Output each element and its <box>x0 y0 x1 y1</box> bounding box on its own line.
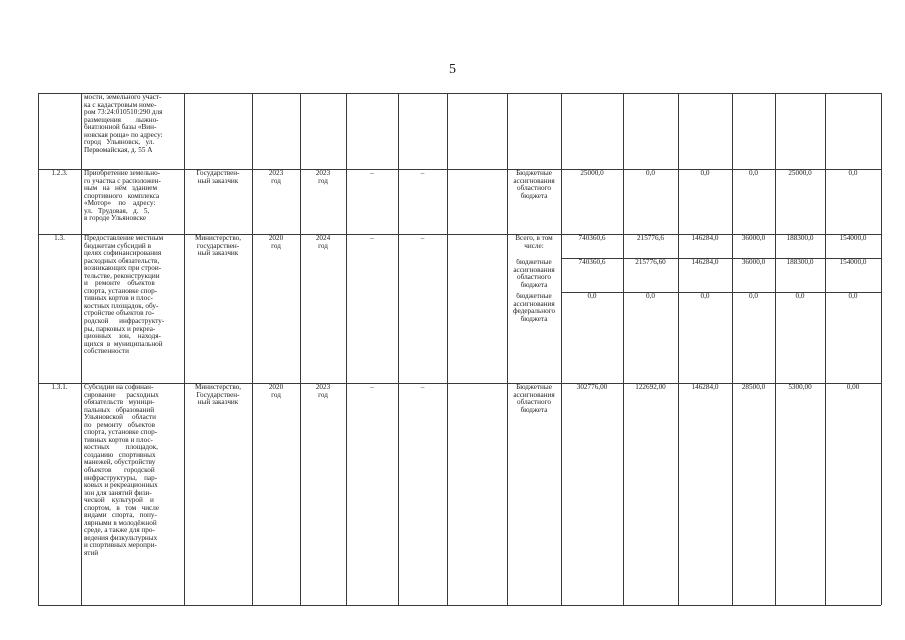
funding-amount: 740360,6 <box>578 235 606 242</box>
funding-amount: 0,0 <box>646 170 655 177</box>
funding-source: Всего, в том числе: <box>515 235 553 250</box>
funding-source: Бюджетные ассигнования областного бюджета <box>513 384 555 414</box>
item-description: Предоставление местным бюджетам субсидий в целях софинансирования расходных обязательств, возникающих при строи- тельстве, реконструкции и ремонте объектов спорта, установке спор- тивных кортов и плос- костных площадок, обу- стройстве объектов го- родской инфраструкту- ры, парковых и рекреа- ционных зон, находя- щихся в муниципальной собственности <box>84 235 165 356</box>
funding-amount: 0,0 <box>795 293 805 300</box>
item-dash: – <box>370 384 374 391</box>
funding-amount: 215776,60 <box>635 259 666 266</box>
funding-amount: 0,00 <box>846 384 860 391</box>
item-executor: Государствен- ный заказчик <box>196 170 240 185</box>
item-description: Приобретение земельно- го участка с расположен- ным на нём зданием спортивного комплекса «Мотор» по адресу: ул. Трудовая, д. 5, в городе Ульяновске <box>84 170 161 223</box>
funding-amount: 0,0 <box>587 293 597 300</box>
funding-amount: 215776,6 <box>637 235 664 242</box>
item-start-year: 2020 год <box>268 235 284 250</box>
funding-amount: 0,0 <box>848 293 858 300</box>
funding-source: Бюджетные ассигнования областного бюджета <box>513 170 555 200</box>
item-description: мости, земельного участ- ка с кадастровым номе- ром 73:24:010510:290 для размещения лыжно- биатлонной базы «Вин- новская роща» по адресу: город Ульяновск, ул. Первомайская, д. 55 А <box>84 94 163 154</box>
funding-amount: 36000,0 <box>741 259 766 266</box>
item-start-year: 2020 год <box>268 384 284 399</box>
funding-amount: 146284,0 <box>691 384 719 391</box>
funding-amount: 36000,0 <box>741 235 766 242</box>
funding-amount: 122692,00 <box>635 384 666 391</box>
page-number: 5 <box>449 62 456 77</box>
funding-amount: 146284,0 <box>691 235 719 242</box>
program-table <box>38 93 881 605</box>
item-description: Субсидии на софинан- сирование расходных обязательств муници- пальных образований Ульяновской области по ремонту объектов спорта, установке спор- тивных кортов и плос- костных площадок, созданию спортивных манежей, обустройству объектов городской инфраструктуры, пар- ковых и рекреационных зон для занятий физи- ческой культурой и спортом, в том числе видами спорта, попу- лярными в молодёжной среде, а также для про- ведения физкультурных и спортивных меропри- ятий <box>84 384 160 558</box>
item-end-year: 2024 год <box>315 235 331 250</box>
item-dash: – <box>370 235 374 242</box>
funding-amount: 0,0 <box>749 293 758 300</box>
item-dash: – <box>420 235 425 242</box>
item-number: 1.3.1. <box>51 384 68 391</box>
item-number: 1.3. <box>54 235 65 242</box>
funding-amount: 188300,0 <box>786 235 814 242</box>
funding-amount: 154000,0 <box>839 235 867 242</box>
funding-amount: 154000,0 <box>839 259 867 266</box>
table-vertical-rule <box>881 93 882 605</box>
funding-amount: 0,0 <box>749 170 758 177</box>
item-dash: – <box>370 170 374 177</box>
funding-amount: 0,0 <box>646 293 655 300</box>
funding-amount: 25000,0 <box>788 170 812 177</box>
funding-amount: 188300,0 <box>786 259 814 266</box>
funding-amount: 740360,6 <box>578 259 606 266</box>
funding-amount: 0,0 <box>700 293 710 300</box>
funding-source: бюджетные ассигнования федерального бюджета <box>512 293 556 323</box>
funding-amount: 0,0 <box>848 170 858 177</box>
item-number: 1.2.3. <box>51 170 68 177</box>
funding-amount: 302776,00 <box>576 384 608 391</box>
funding-amount: 28500,0 <box>741 384 766 391</box>
funding-amount: 146284,0 <box>691 259 719 266</box>
item-dash: – <box>420 384 425 391</box>
funding-source: бюджетные ассигнования областного бюджета <box>513 259 555 289</box>
item-executor: Министерство, государствен- ный заказчик <box>194 235 242 258</box>
item-start-year: 2023 год <box>268 170 284 185</box>
table-horizontal-rule <box>38 605 881 606</box>
item-executor: Министерство, Государствен- ный заказчик <box>194 384 242 407</box>
funding-amount: 25000,0 <box>580 170 604 177</box>
funding-amount: 0,0 <box>700 170 710 177</box>
item-dash: – <box>420 170 425 177</box>
item-end-year: 2023 год <box>315 384 331 399</box>
item-end-year: 2023 год <box>315 170 331 185</box>
funding-amount: 5300,00 <box>788 384 812 391</box>
